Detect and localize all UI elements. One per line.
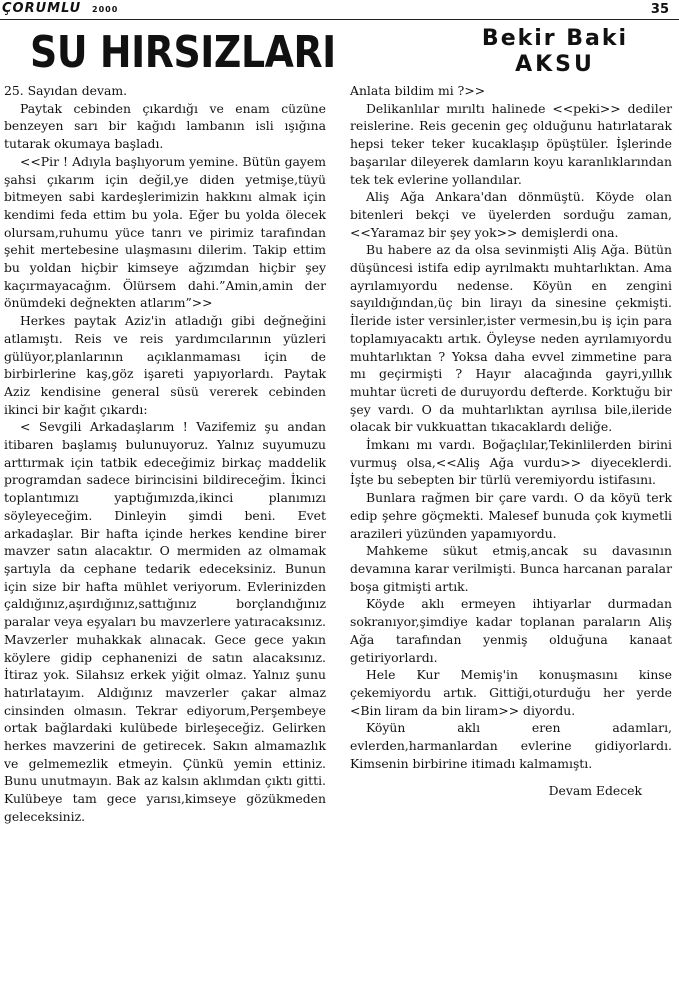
masthead-logo: ÇORUMLU: [2, 1, 82, 16]
paragraph: Herkes paytak Aziz'in atladığı gibi değneğini atlamıştı. Reis ve reis yardımcılarının yüzleri gülüyor,planlarının açıklanmaması için de birbirlerine kaş,göz işareti yapıyorlardı. Paytak Aziz kendisine general süsü vererek cebinden ikinci bir kağıt çıkardı:: [4, 313, 326, 417]
page-header: [0, 0, 679, 22]
paragraph: Hele Kur Memiş'in konuşmasını kinse çekemiyordu artık. Gittiği,oturduğu her yerde <Bin liram da bin liram>> diyordu.: [350, 667, 672, 718]
author-last-name: AKSU: [515, 52, 595, 77]
paragraph: İmkanı mı vardı. Boğaçlılar,Tekinlilerden birini vurmuş olsa,<<Aliş Ağa vurdu>> diyeceklerdi. İşte bu sebepten bir türlü veremiyordu istifasını.: [350, 437, 672, 488]
left-column: [4, 82, 326, 826]
paragraph: Köyün aklı eren adamları, evlerden,harmanlardan evlerine gidiyorlardı. Kimsenin birbirine itimadı kalmamıştı.: [350, 720, 672, 771]
masthead-year: 2000: [92, 5, 119, 14]
paragraph: Bunlara rağmen bir çare vardı. O da köyü terk edip şehre göçmekti. Malesef bunuda çok kıymetli arazileri yüzünden yapamıyordu.: [350, 490, 672, 541]
paragraph: Delikanlılar mırıltı halinede <<peki>> dediler reislerine. Reis gecenin geç olduğunu hatırlatarak hepsi teker teker kucaklaşıp öpüştüler. İşlerinde başarılar dileyerek damların koyu karanlıklarından tek tek evlerine yollandılar.: [350, 100, 672, 187]
article-title: SU HIRSIZLARI: [30, 27, 336, 78]
paragraph: 25. Sayıdan devam.: [4, 83, 128, 98]
header-divider: [0, 19, 679, 20]
paragraph: Aliş Ağa Ankara'dan dönmüştü. Köyde olan bitenleri bekçi ve üyelerden sorduğu zaman,<<Yaramaz bir şey yok>> demişlerdi ona.: [350, 189, 672, 240]
paragraph: Köyde aklı ermeyen ihtiyarlar durmadan sokranıyor,şimdiye kadar toplanan paraların Aliş Ağa tarafından yenmiş olduğuna kanaat getiriyorlardı.: [350, 596, 672, 665]
paragraph: Anlata bildim mi ?>>: [350, 83, 486, 98]
paragraph: Mahkeme sükut etmiş,ancak su davasının devamına karar verilmişti. Bunca harcanan paralar boşa gitmişti artık.: [350, 543, 672, 594]
continued-note: Devam Edecek: [548, 783, 642, 799]
page-number: 35: [650, 2, 669, 17]
paragraph: Paytak cebinden çıkardığı ve enam cüzüne benzeyen sarı bir kağıdı lambanın isli ışığına tutarak okumaya başladı.: [4, 100, 326, 152]
author-byline: [455, 26, 655, 78]
right-column: [350, 82, 672, 800]
paragraph: Bu habere az da olsa sevinmişti Aliş Ağa. Bütün düşüncesi istifa edip ayrılmaktı muhtarlıktan. Ama ayrılamıyordu nedense. Köyün en zengini sayıldığından,üç bin lirayı da sinesine çekmişti. İleride ister versinler,ister vermesin,bu iş için para toplamıyacaktı artık. Öyleyse neden ayrılamıyordu muhtarlıktan ? Yoksa daha evvel zimmetine para mı geçirmişti ? Hayır alacağında gayri,yıllık muhtar ücreti de duruyordu defterde. Korktuğu bir şey vardı. O da muhtarlıktan ayrılısa bile,ileride olacak bir vukkuattan tıkacaklardı deliğe.: [350, 242, 672, 435]
author-first-name: Bekir Baki: [481, 26, 629, 51]
paragraph: <<Pir ! Adıyla başlıyorum yemine. Bütün gayem şahsi çıkarım için değil,ye diden yetmişe,tüyü bitmeyen sabi kardeşlerimizin hakkını almak için kendimi feda ettim bu yola. Eğer bu yolda ölecek olursam,ruhumu yüce tanrı ve pirimiz tarafından şehit mertebesine ulaşmasını dilerim. Takip ettim bu yoldan hiçbir kimseye ağzımdan hiçbir şey kaçırmayacağım. Ölürsem dahi.”Amin,amin der önümdeki değnekten atlarım”>>: [4, 153, 326, 311]
paragraph: < Sevgili Arkadaşlarım ! Vazifemiz şu andan itibaren başlamış bulunuyoruz. Yalnız suyumuzu arttırmak için tatbik edeceğimiz birkaç maddelik programdan sadece birincisini bildireceğim. İkinci toplantımızı yaptığımızda,ikinci planımızı söyleyeceğim. Dinleyin şimdi beni. Evet arkadaşlar. Bir hafta içinde herkes kendine birer mavzer satın alacaktır. O mermiden az olmamak şartıyla da cephane tedarik edeceksiniz. Bunun için size bir hafta mühlet veriyorum. Evlerinizden çaldığınız,aşırdığınız,sattığınız borçlandığınız paralar veya eşyaları bu mavzerlere yatıracaksınız. Mavzerler muhakkak alınacak. Gece gece yakın köylere gidip cephanenizi de satın alacaksınız. İtiraz yok. Silahsız erkek yiğit olmaz. Yalnız şunu hatırlatayım. Aldığınız mavzerler çakar almaz cinsinden olmasın. Tekrar ediyorum,Perşembeye ortak bağlardaki kulübede birleşeceğiz. Gelirken herkes mavzerini de getirecek. Sakın almamazlık ve gelmemezlik etmeyin. Çünkü yemin ettiniz. Bunu unutmayın. Bak az kalsın aklımdan çıktı gitti. Kulübeye tam gece yarısı,kimseye gözükmeden geleceksiniz.: [4, 419, 326, 824]
